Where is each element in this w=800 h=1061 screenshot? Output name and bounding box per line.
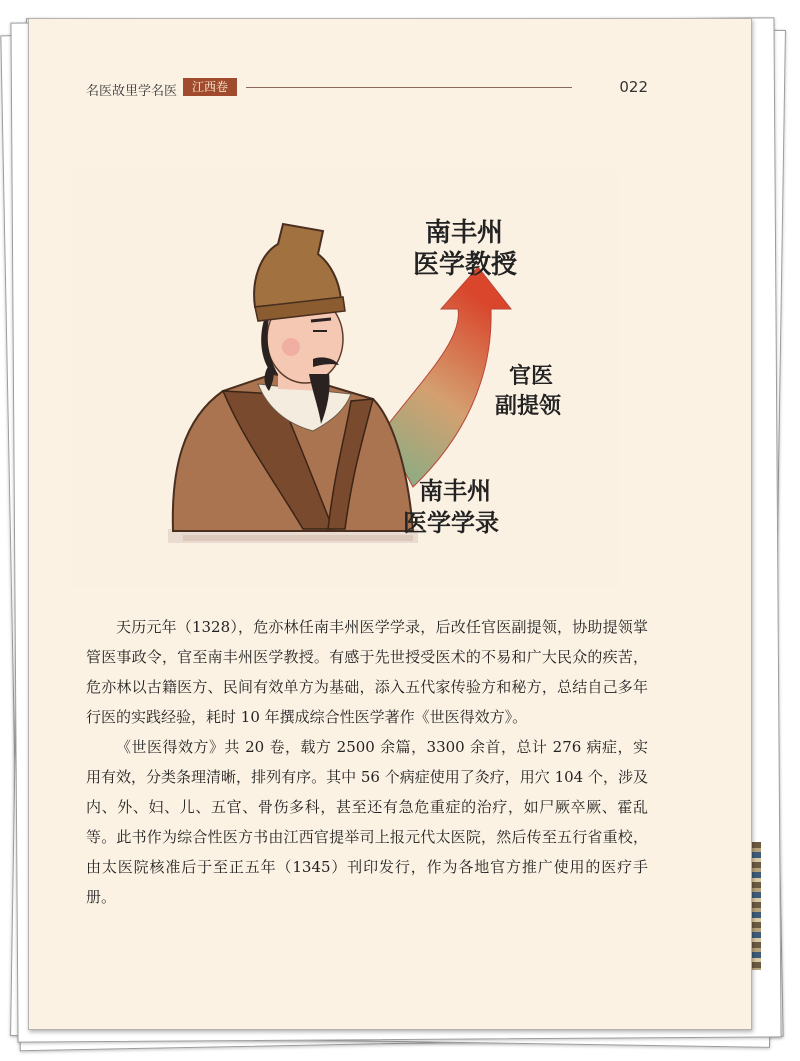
career-arrow	[383, 267, 511, 487]
page-number: 022	[619, 78, 648, 96]
page-header	[86, 78, 648, 100]
career-illustration	[73, 169, 618, 588]
volume-tag: 江西卷	[183, 78, 237, 96]
label-top-line2: 医学教授	[413, 250, 518, 280]
label-mid-line2: 副提领	[495, 394, 562, 419]
label-top-line1: 南丰州	[425, 218, 504, 248]
paragraph: 天历元年（1328），危亦林任南丰州医学学录，后改任官医副提领，协助提领掌管医事政令，官至南丰州医学教授。有感于先世授受医术的不易和广大民众的疾苦，危亦林以古籍医方、民间有效单方为基础，添入五代家传验方和秘方，总结自己多年行医的实践经验，耗时 10 年撰成综合性医学著作《世医得效方》。	[86, 618, 648, 726]
label-mid-line1: 官医	[509, 364, 554, 389]
label-bottom-line1: 南丰州	[419, 477, 491, 505]
physician-figure	[173, 224, 413, 531]
header-rule	[246, 87, 572, 88]
paragraph: 《世医得效方》共 20 卷，载方 2500 余篇，3300 余首，总计 276 病症，实用有效，分类条理清晰，排列有序。其中 56 个病症使用了灸疗，用穴 104 个，涉及内、外、妇、儿、五官、骨伤多科，甚至还有急危重症的治疗，如尸厥卒厥、霍乱等。此书作为综合性医方书由江西官提举司上报元代太医院，然后传至五行省重校，由太医院核准后于至正五年（1345）刊印发行，作为各地官方推广使用的医疗手册。	[86, 738, 648, 906]
label-bottom-line2: 医学学录	[403, 509, 499, 537]
body-text	[86, 612, 648, 912]
series-title: 名医故里学名医	[86, 84, 178, 99]
